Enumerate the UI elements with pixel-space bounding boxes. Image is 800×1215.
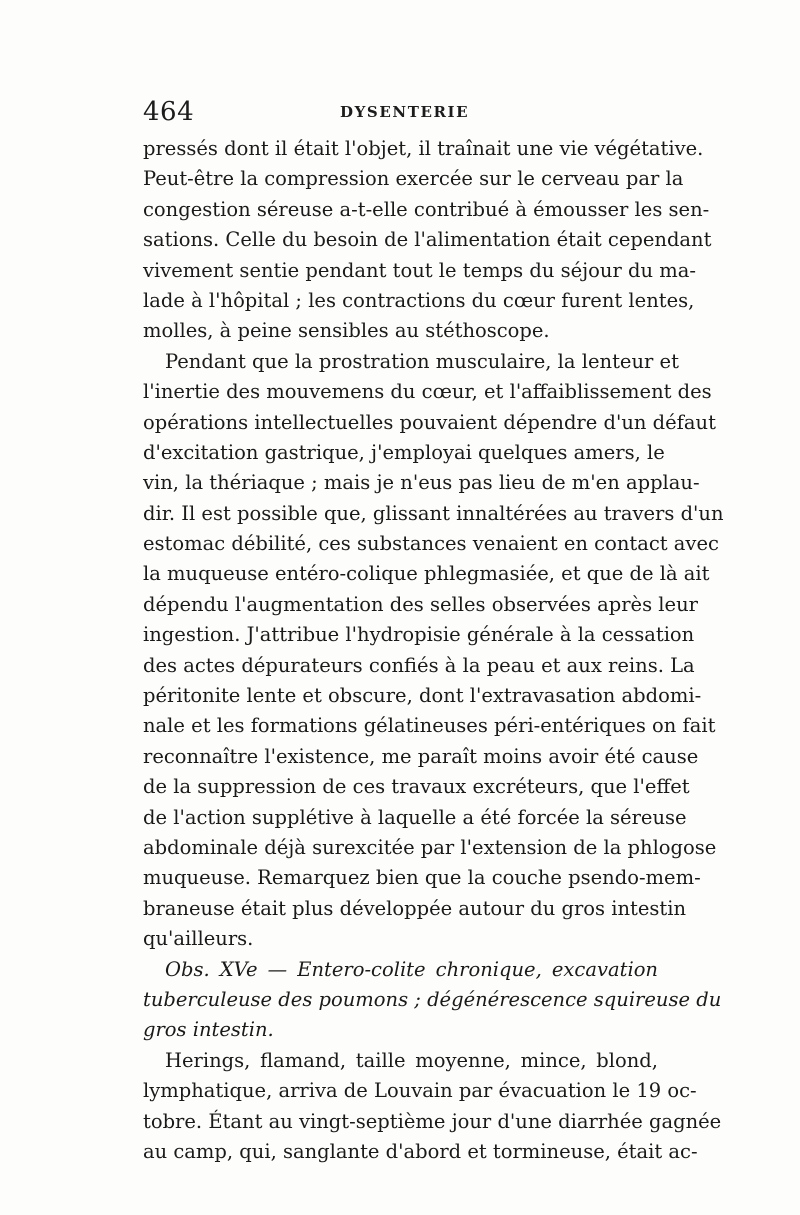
text-line: sations. Celle du besoin de l'alimentation était cependant <box>143 228 712 252</box>
text-line: braneuse était plus développée autour du gros intestin <box>143 896 687 920</box>
text-line: lade à l'hôpital ; les contractions du cœur furent lentes, <box>143 288 695 312</box>
observation-heading: gros intestin. <box>143 1018 274 1042</box>
text-line: d'excitation gastrique, j'employai quelques amers, le <box>143 440 665 464</box>
text-line: vin, la thériaque ; mais je n'eus pas lieu de m'en applau- <box>143 471 700 495</box>
text-line: congestion séreuse a-t-elle contribué à émousser les sen- <box>143 197 710 221</box>
body-text <box>143 134 724 1167</box>
text-line: ingestion. J'attribue l'hydropisie générale à la cessation <box>143 623 695 647</box>
text-line: abdominale déjà surexcitée par l'extension de la phlogose <box>143 835 717 859</box>
text-line: Herings, flamand, taille moyenne, mince, blond, <box>165 1048 658 1072</box>
text-line: pressés dont il était l'objet, il traînait une vie végétative. <box>143 137 704 160</box>
text-line: Peut-être la compression exercée sur le cerveau par la <box>143 167 684 191</box>
page-number: 464 <box>143 97 195 127</box>
text-line: molles, à peine sensibles au stéthoscope. <box>143 319 550 343</box>
text-line: des actes dépurateurs confiés à la peau et aux reins. La <box>143 653 695 677</box>
text-line: péritonite lente et obscure, dont l'extravasation abdomi- <box>143 684 702 708</box>
text-line: nale et les formations gélatineuses péri-entériques on fait <box>143 714 716 738</box>
text-line: estomac débilité, ces substances venaient en contact avec <box>143 532 719 556</box>
text-line: muqueuse. Remarquez bien que la couche psendo-mem- <box>143 866 701 890</box>
text-line: opérations intellectuelles pouvaient dépendre d'un défaut <box>143 410 716 434</box>
text-line: reconnaître l'existence, me paraît moins avoir été cause <box>143 744 699 768</box>
observation-heading: tuberculeuse des poumons ; dégénérescence squireuse du <box>143 987 722 1011</box>
text-line: la muqueuse entéro-colique phlegmasiée, et que de là ait <box>143 562 710 586</box>
text-line: tobre. Étant au vingt-septième jour d'une diarrhée gagnée <box>143 1109 722 1133</box>
text-line: au camp, qui, sanglante d'abord et tormineuse, était ac- <box>143 1139 698 1163</box>
text-line: vivement sentie pendant tout le temps du séjour du ma- <box>143 258 696 282</box>
text-line: Pendant que la prostration musculaire, la lenteur et <box>165 349 679 373</box>
text-line: l'inertie des mouvemens du cœur, et l'affaiblissement des <box>143 380 712 404</box>
text-line: lymphatique, arriva de Louvain par évacuation le 19 oc- <box>143 1079 697 1103</box>
observation-heading: Obs. XVe — Entero-colite chronique, excavation <box>165 957 658 981</box>
text-line: dir. Il est possible que, glissant innaltérées au travers d'un <box>143 501 724 525</box>
text-line: de l'action supplétive à laquelle a été forcée la séreuse <box>143 805 687 829</box>
text-line: qu'ailleurs. <box>143 927 254 951</box>
text-line: dépendu l'augmentation des selles observées après leur <box>143 592 698 616</box>
page-header <box>143 96 663 128</box>
running-head: DYSENTERIE <box>340 103 470 121</box>
text-line: de la suppression de ces travaux excréteurs, que l'effet <box>143 775 690 799</box>
